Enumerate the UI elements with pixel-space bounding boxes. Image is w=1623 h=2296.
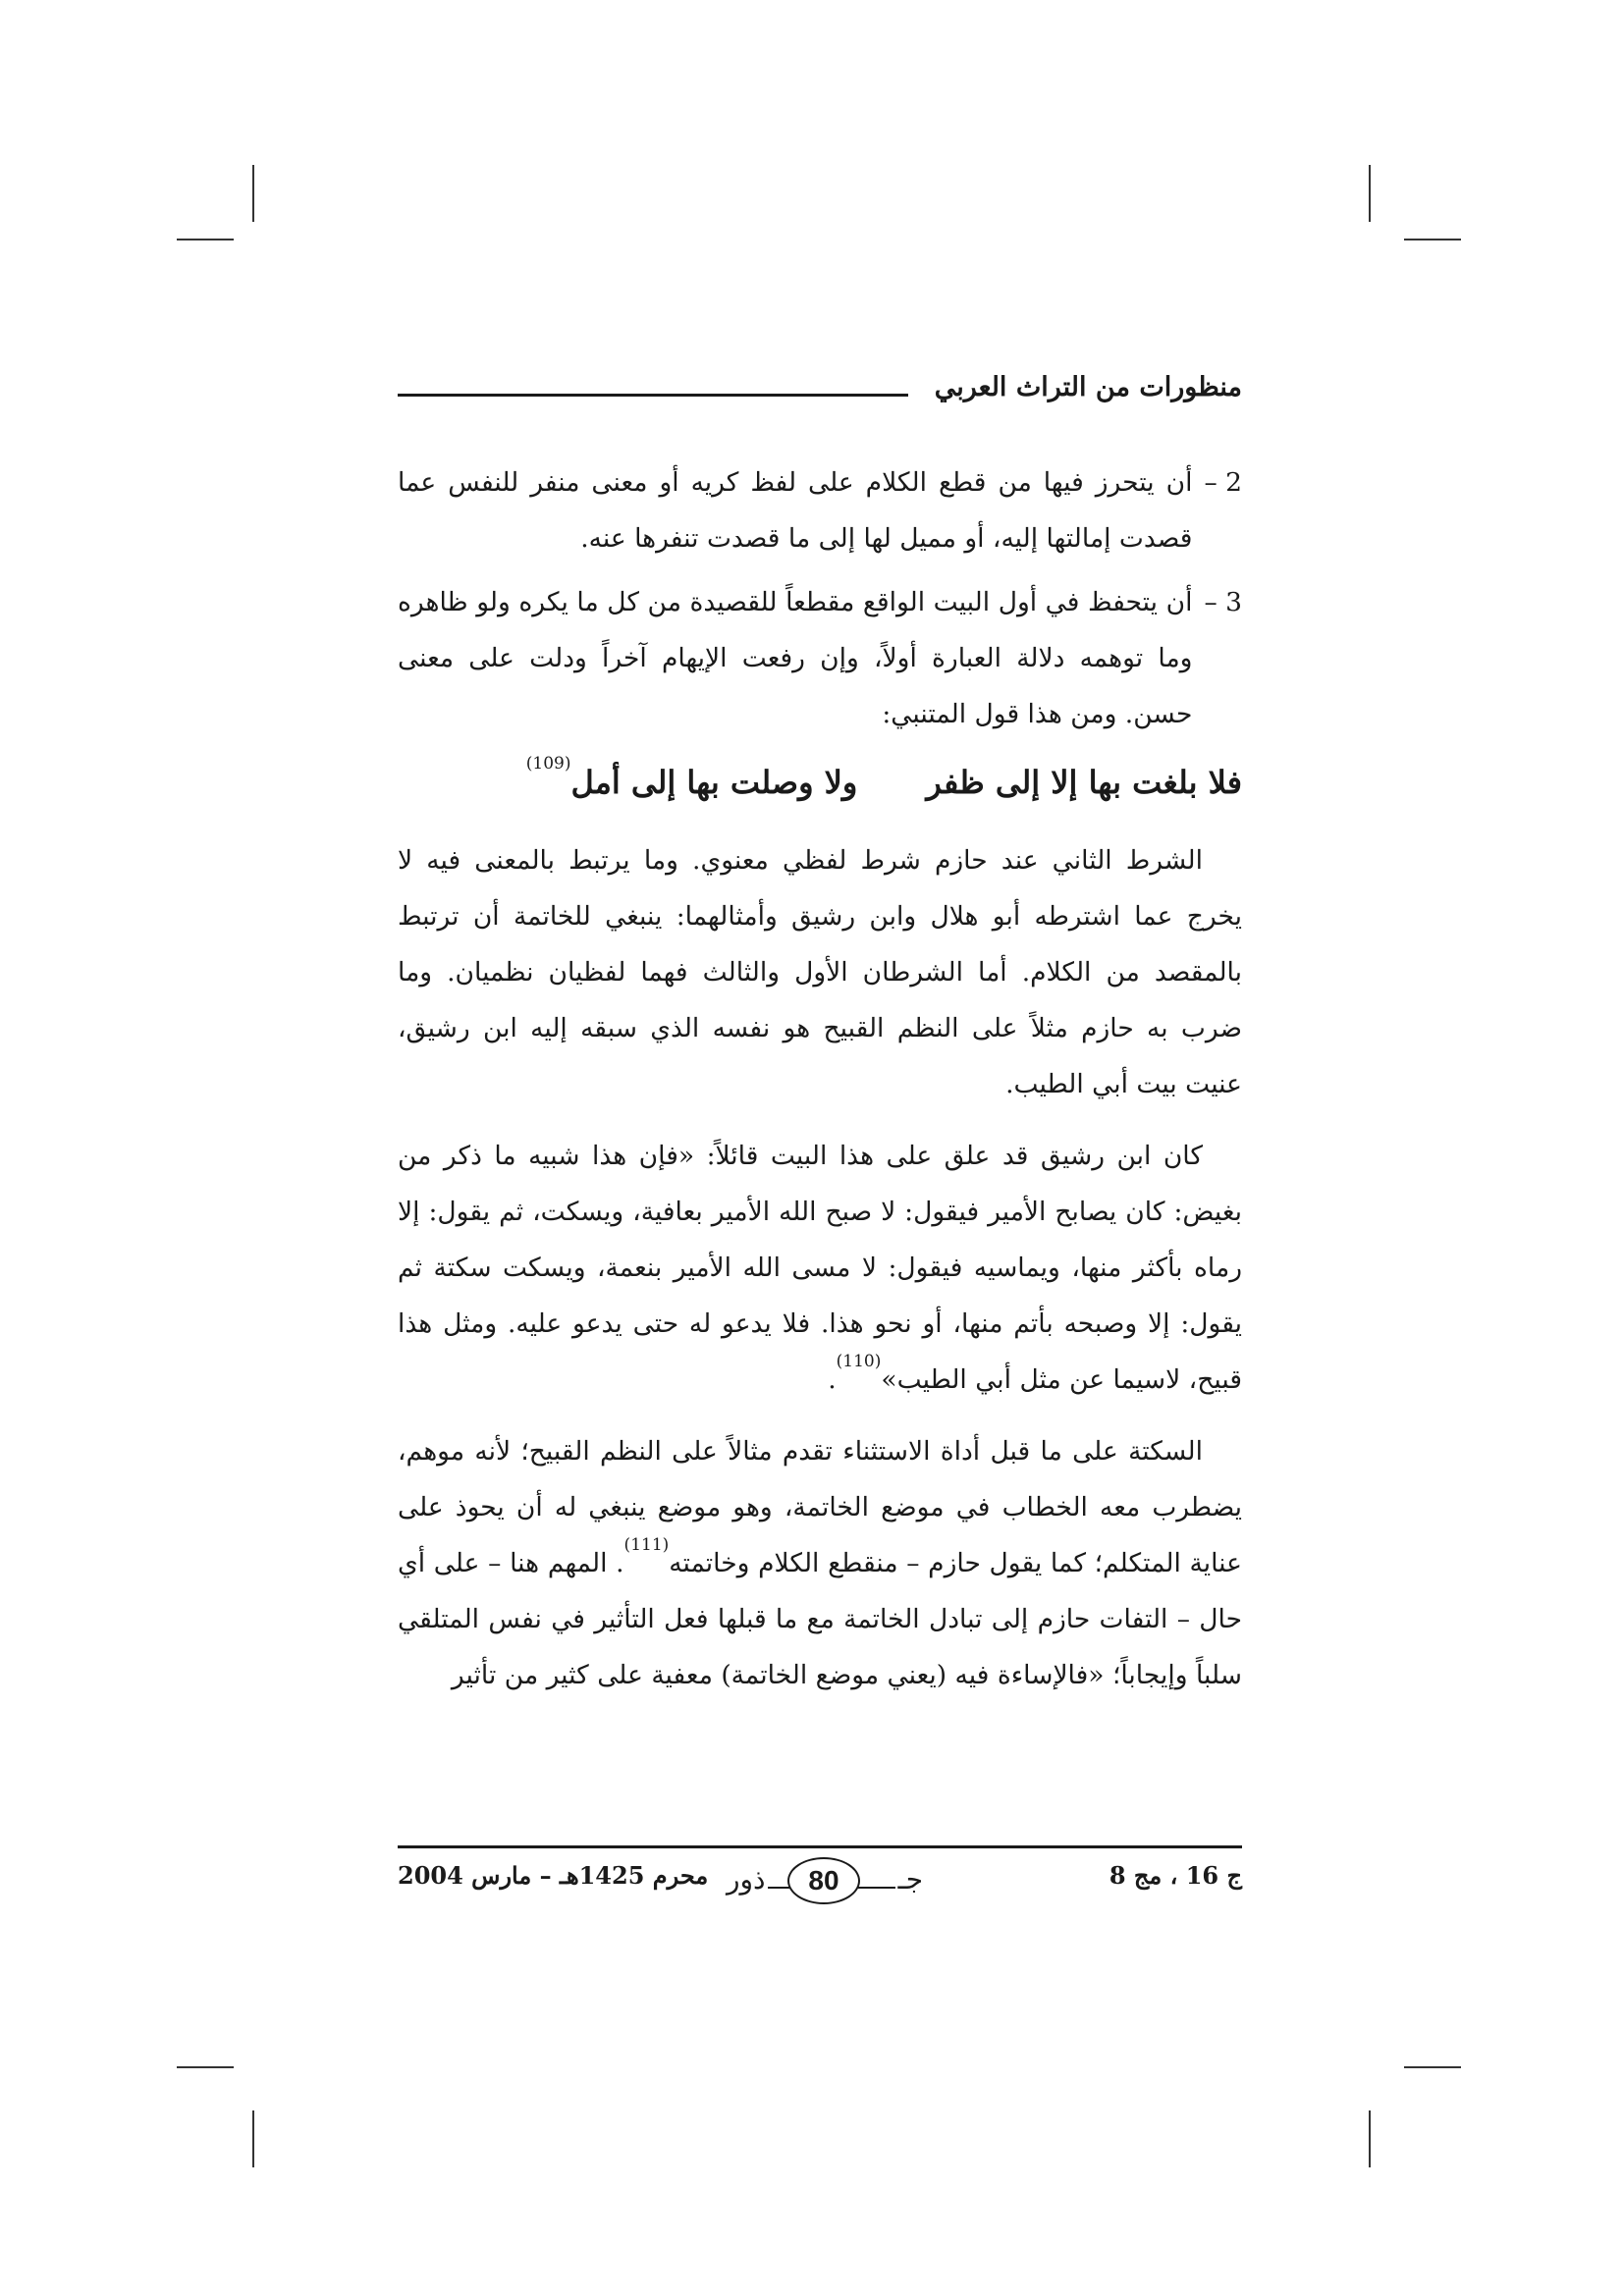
- verse-second-hemistich: [526, 754, 858, 811]
- crop-mark: [252, 165, 254, 222]
- crop-mark: [177, 239, 234, 240]
- list-item-text: أن يتحرز فيها من قطع الكلام على لفظ كريه أو معنى منفر للنفس عما قصدت إمالتها إليه، أو مميل لها إلى ما قصدت تنفرها عنه.: [398, 467, 1193, 554]
- journal-page: [398, 368, 1242, 1899]
- logo-right-word: جـ: [897, 1863, 923, 1896]
- paragraph-text: السكتة على ما قبل أداة الاستثناء تقدم مثالاً على النظم القبيح؛ لأنه موهم، يضطرب معه الخطاب في موضع الخاتمة، وهو موضع ينبغي له أن يحوذ على عناية المتكلم؛ كما يقول حازم – منقطع الكلام وخاتمته: [398, 1436, 1242, 1578]
- paragraph-text-cont: . المهم هنا – على أي حال – التفات حازم إلى تبادل الخاتمة مع ما قبلها فعل التأثير في نفس المتلقي سلباً وإيجاباً؛ «فالإساءة فيه (يعني موضع الخاتمة) معفية على كثير من تأثير: [398, 1548, 1242, 1690]
- list-item-text: أن يتحفظ في أول البيت الواقع مقطعاً للقصيدة من كل ما يكره ولو ظاهره وما توهمه دلالة العبارة أولاً، وإن رفعت الإيهام آخراً ودلت على معنى حسن. ومن هذا قول المتنبي:: [398, 587, 1193, 729]
- footnote-ref: (111): [623, 1535, 670, 1555]
- list-item-number: 3 –: [1204, 587, 1242, 617]
- header-rule: [398, 394, 908, 397]
- paragraph: [398, 1423, 1242, 1703]
- page-number: 80: [787, 1857, 860, 1904]
- poetry-verse: [398, 754, 1242, 811]
- paragraph: الشرط الثاني عند حازم شرط لفظي معنوي. وما يرتبط بالمعنى فيه لا يخرج عما اشترطه أبو هلال وابن رشيق وأمثالهما: ينبغي للخاتمة أن ترتبط بالمقصد من الكلام. أما الشرطان الأول والثالث فهما لفظيان نظميان. وما ضرب به حازم مثلاً على النظم القبيح هو نفسه الذي سبقه إليه ابن رشيق، عنيت بيت أبي الطيب.: [398, 845, 1242, 1099]
- verse-first-hemistich: فلا بلغت بها إلا إلى ظفر: [926, 764, 1242, 801]
- crop-mark: [1369, 2110, 1371, 2167]
- running-head: [398, 368, 1242, 407]
- footnote-ref: (109): [525, 754, 571, 774]
- running-head-title: منظورات من التراث العربي: [934, 372, 1242, 402]
- logo-line: [858, 1887, 895, 1889]
- paragraph: [398, 1128, 1242, 1408]
- paragraph-end: .: [828, 1364, 837, 1395]
- list-item-number: 2 –: [1204, 467, 1242, 498]
- crop-mark: [1369, 165, 1371, 222]
- logo-line: [768, 1887, 789, 1889]
- list-item: [398, 574, 1242, 742]
- crop-mark: [1404, 2066, 1461, 2068]
- article-body: [398, 454, 1242, 1719]
- issue-info: ج 16 ، مج 8: [1109, 1861, 1242, 1890]
- paragraph-text: كان ابن رشيق قد علق على هذا البيت قائلاً: «فإن هذا شبيه ما ذكر من بغيض: كان يصابح الأمير فيقول: لا صبح الله الأمير بعافية، ويسكت، ثم يقول: إلا رماه بأكثر منها، ويماسيه فيقول: لا مسى الله الأمير بنعمة، ويسكت سكتة ثم يقول: إلا وصبحه بأتم منها، أو نحو هذا. فلا يدعو له حتى يدعو عليه. ومثل هذا قبيح، لاسيما عن مثل أبي الطيب»: [398, 1141, 1242, 1395]
- issue-date: محرم 1425هـ – مارس 2004: [398, 1861, 709, 1890]
- logo-left-word: ذور: [727, 1863, 766, 1896]
- list-item: [398, 454, 1242, 566]
- crop-mark: [1404, 239, 1461, 240]
- crop-mark: [252, 2110, 254, 2167]
- footer-rule: [398, 1845, 1242, 1848]
- verse-second-text: ولا وصلت بها إلى أمل: [570, 764, 858, 801]
- page-footer: [398, 1845, 1242, 1914]
- journal-logo: [727, 1853, 923, 1908]
- footnote-ref: (110): [836, 1352, 882, 1371]
- crop-mark: [177, 2066, 234, 2068]
